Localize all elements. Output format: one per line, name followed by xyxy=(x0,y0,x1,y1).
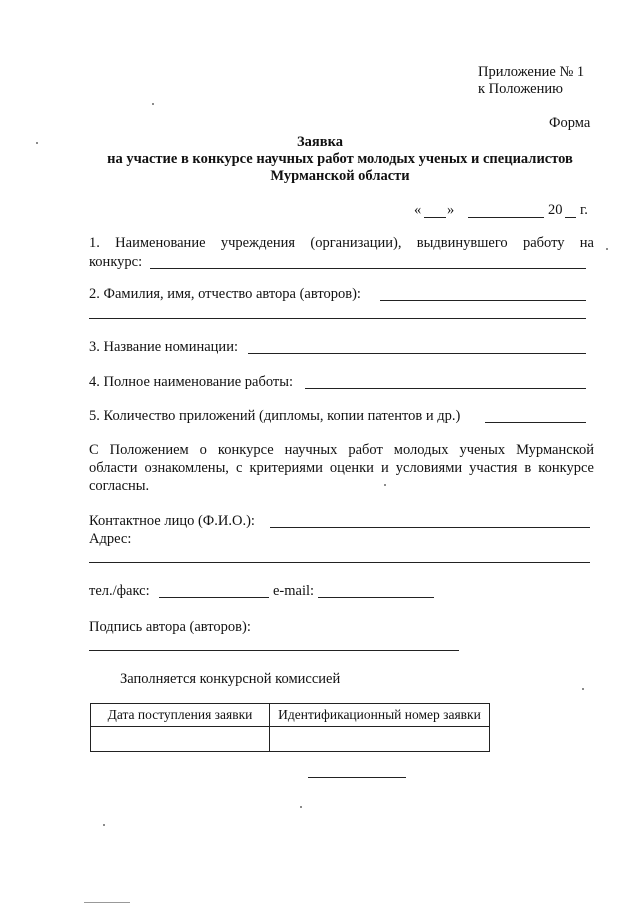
work-title-field[interactable] xyxy=(305,388,586,389)
commission-note: Заполняется конкурсной комиссией xyxy=(120,671,341,687)
scan-speck xyxy=(36,142,38,144)
contact-field[interactable] xyxy=(270,527,590,528)
nomination-label: 3. Название номинации: xyxy=(89,339,238,355)
institution-label: 1. Наименование учреждения (организации), выдвинувшего работу на xyxy=(89,235,594,251)
scan-speck xyxy=(606,248,608,250)
address-field[interactable] xyxy=(89,562,590,563)
author-name-field-cont[interactable] xyxy=(89,318,586,319)
receipt-date-cell[interactable] xyxy=(91,727,270,752)
agreement-line-1: С Положением о конкурсе научных работ молодых ученых Мурманской xyxy=(89,442,594,458)
closing-rule xyxy=(308,777,406,778)
institution-label-cont: конкурс: xyxy=(89,254,143,270)
year-suffix: г. xyxy=(580,202,588,218)
contact-label: Контактное лицо (Ф.И.О.): xyxy=(89,513,255,529)
day-blank[interactable] xyxy=(424,217,446,218)
appendix-line-1: Приложение № 1 xyxy=(478,64,585,80)
registration-table xyxy=(90,703,490,752)
scan-speck xyxy=(300,806,302,808)
scan-speck xyxy=(582,688,584,690)
author-name-label: 2. Фамилия, имя, отчество автора (авторов): xyxy=(89,286,361,302)
address-label: Адрес: xyxy=(89,531,132,547)
phone-field[interactable] xyxy=(159,597,269,598)
table-header-row xyxy=(91,704,490,727)
id-number-cell[interactable] xyxy=(270,727,490,752)
form-label: Форма xyxy=(549,115,591,131)
agreement-line-3: согласны. xyxy=(89,478,150,494)
title-line-3: Мурманской области xyxy=(270,168,410,184)
header-receipt-date: Дата поступления заявки xyxy=(91,704,270,727)
title-line-2: на участие в конкурсе научных работ молодых ученых и специалистов xyxy=(107,151,573,167)
signature-label: Подпись автора (авторов): xyxy=(89,619,251,635)
date-open-quote: « xyxy=(414,202,422,218)
attachments-field[interactable] xyxy=(485,422,586,423)
institution-field[interactable] xyxy=(150,268,586,269)
date-close-quote: » xyxy=(447,202,455,218)
author-name-field[interactable] xyxy=(380,300,586,301)
attachments-label: 5. Количество приложений (дипломы, копии патентов и др.) xyxy=(89,408,461,424)
year-prefix: 20 xyxy=(548,202,563,218)
scan-speck xyxy=(384,484,386,486)
appendix-line-2: к Положению xyxy=(478,81,563,97)
email-field[interactable] xyxy=(318,597,434,598)
scan-speck xyxy=(152,103,154,105)
month-blank[interactable] xyxy=(468,217,544,218)
signature-field[interactable] xyxy=(89,650,459,651)
phone-label: тел./факс: xyxy=(89,583,150,599)
header-id-number: Идентификационный номер заявки xyxy=(270,704,490,727)
scan-edge-mark xyxy=(84,902,130,903)
agreement-line-2: области ознакомлены, с критериями оценки и условиями участия в конкурсе xyxy=(89,460,594,476)
scan-speck xyxy=(103,824,105,826)
work-title-label: 4. Полное наименование работы: xyxy=(89,374,293,390)
nomination-field[interactable] xyxy=(248,353,586,354)
email-label: e-mail: xyxy=(273,583,315,599)
title-line-1: Заявка xyxy=(297,134,343,150)
year-blank[interactable] xyxy=(565,217,576,218)
table-row xyxy=(91,727,490,752)
